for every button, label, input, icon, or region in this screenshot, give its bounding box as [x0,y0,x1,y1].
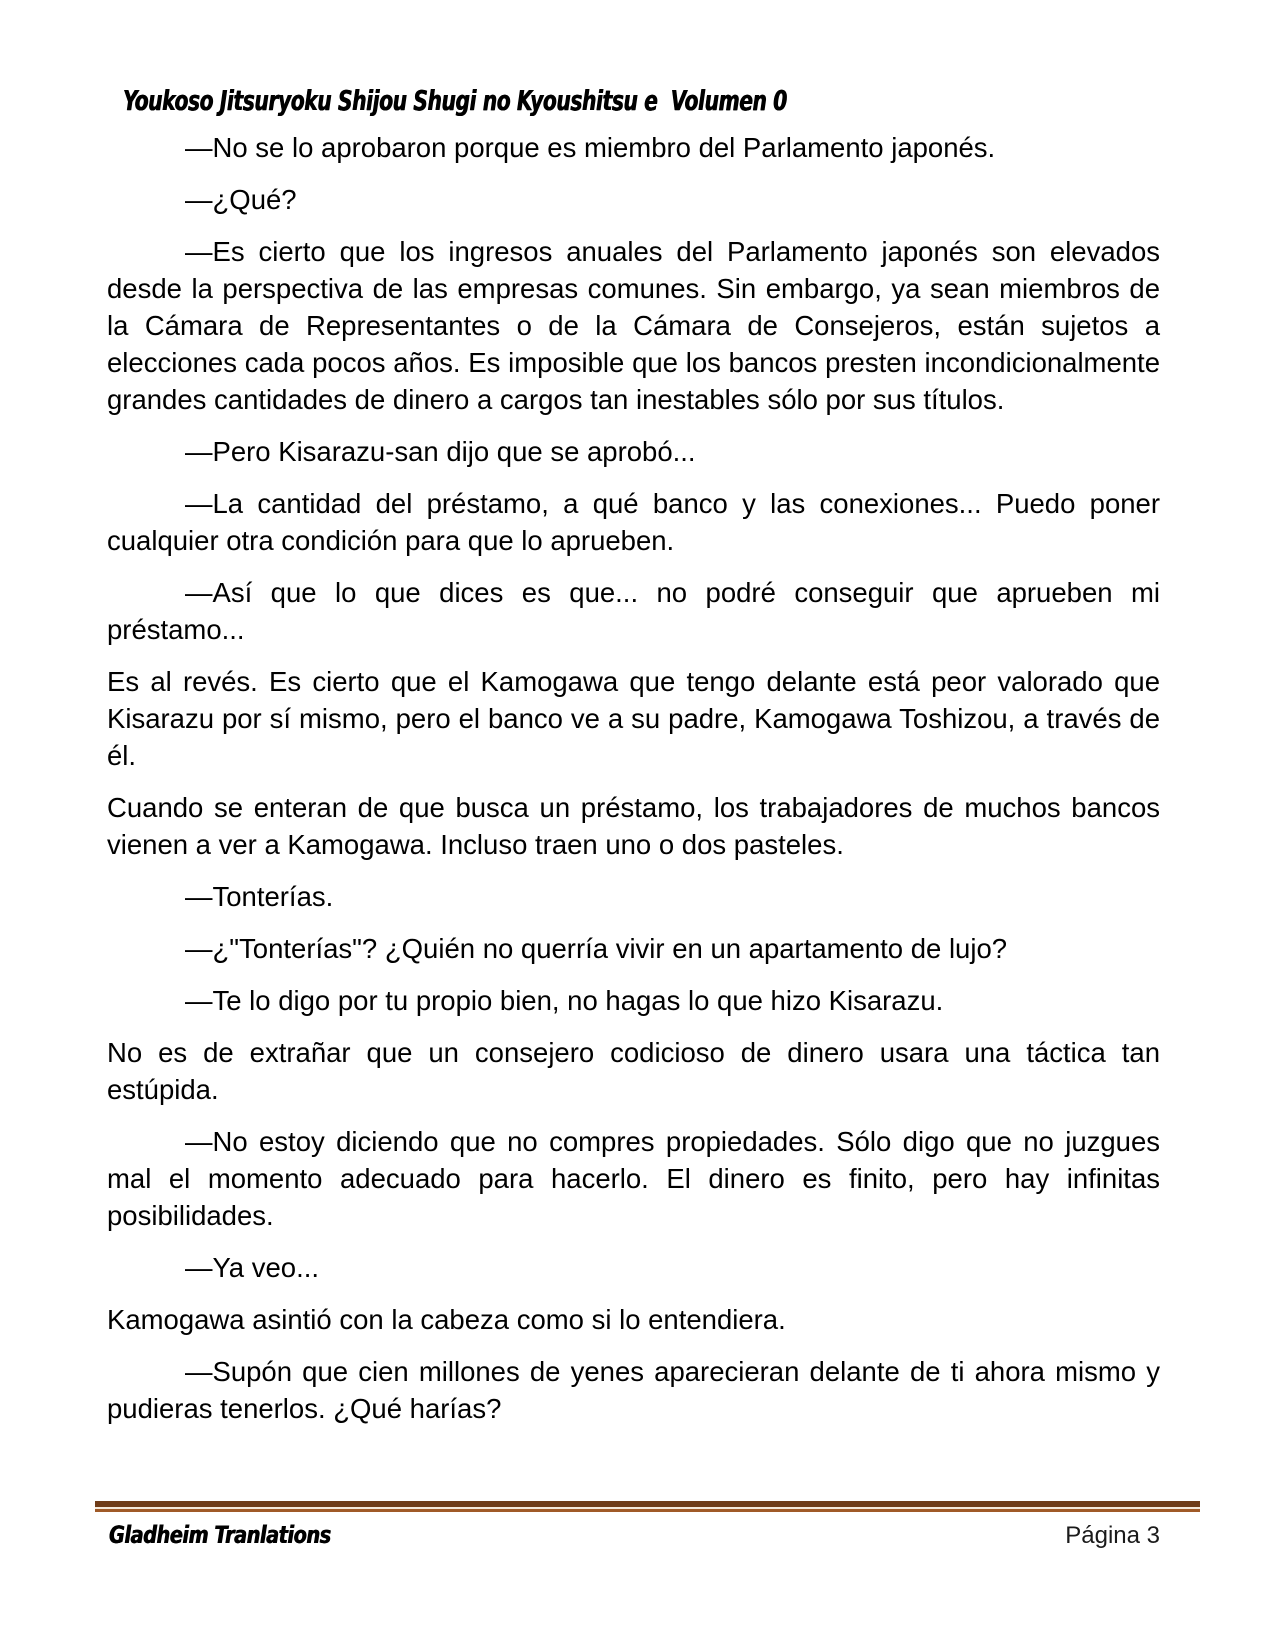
paragraph: No es de extrañar que un consejero codicioso de dinero usara una táctica tan estúpida. [107,1037,1160,1105]
page-number-field [1065,1522,1160,1550]
document-body [107,129,1160,1442]
paragraph: —Ya veo... [185,1252,319,1283]
paragraph: —Es cierto que los ingresos anuales del Parlamento japonés son elevados desde la perspectiva de las empresas comunes. Sin embargo, ya sean miembros de la Cámara de Representantes o de la Cámara de Consejeros, están sujetos a elecciones cada pocos años. Es imposible que los bancos presten incondicionalmente grandes cantidades de dinero a cargos tan inestables sólo por sus títulos. [107,236,1160,415]
paragraph: —Pero Kisarazu-san dijo que se aprobó... [185,436,696,467]
footer-text-row [95,1521,1200,1550]
page-footer [95,1501,1200,1550]
paragraph: —¿Qué? [185,184,297,215]
footer-divider-thin-line [95,1509,1200,1512]
page-number-value: 3 [1146,1522,1160,1549]
paragraph: —No estoy diciendo que no compres propiedades. Sólo digo que no juzgues mal el momento adecuado para hacerlo. El dinero es finito, pero hay infinitas posibilidades. [107,1126,1160,1231]
paragraph: Kamogawa asintió con la cabeza como si lo entendiera. [107,1304,786,1335]
paragraph: —¿"Tonterías"? ¿Quién no querría vivir en un apartamento de lujo? [185,933,1008,964]
paragraph: —Tonterías. [185,881,334,912]
paragraph: —Así que lo que dices es que... no podré conseguir que aprueben mi préstamo... [107,577,1160,645]
document-title: Youkoso Jitsuryoku Shijou Shugi no Kyoushitsu e Volumen 0 [123,84,787,117]
paragraph: Cuando se enteran de que busca un préstamo, los trabajadores de muchos bancos vienen a ver a Kamogawa. Incluso traen uno o dos pasteles. [107,792,1160,860]
paragraph: —Supón que cien millones de yenes aparecieran delante de ti ahora mismo y pudieras tenerlos. ¿Qué harías? [107,1356,1160,1424]
paragraph: Es al revés. Es cierto que el Kamogawa que tengo delante está peor valorado que Kisarazu por sí mismo, pero el banco ve a su padre, Kamogawa Toshizou, a través de él. [107,666,1160,771]
footer-divider [95,1501,1200,1512]
page-number-label: Página [1065,1522,1147,1549]
paragraph: —Te lo digo por tu propio bien, no hagas lo que hizo Kisarazu. [185,985,944,1016]
translator-credit: Gladheim Tranlations [109,1521,331,1549]
page-header [107,66,1045,135]
paragraph: —La cantidad del préstamo, a qué banco y las conexiones... Puedo poner cualquier otra condición para que lo aprueben. [107,488,1160,556]
paragraph: —No se lo aprobaron porque es miembro del Parlamento japonés. [185,132,996,163]
